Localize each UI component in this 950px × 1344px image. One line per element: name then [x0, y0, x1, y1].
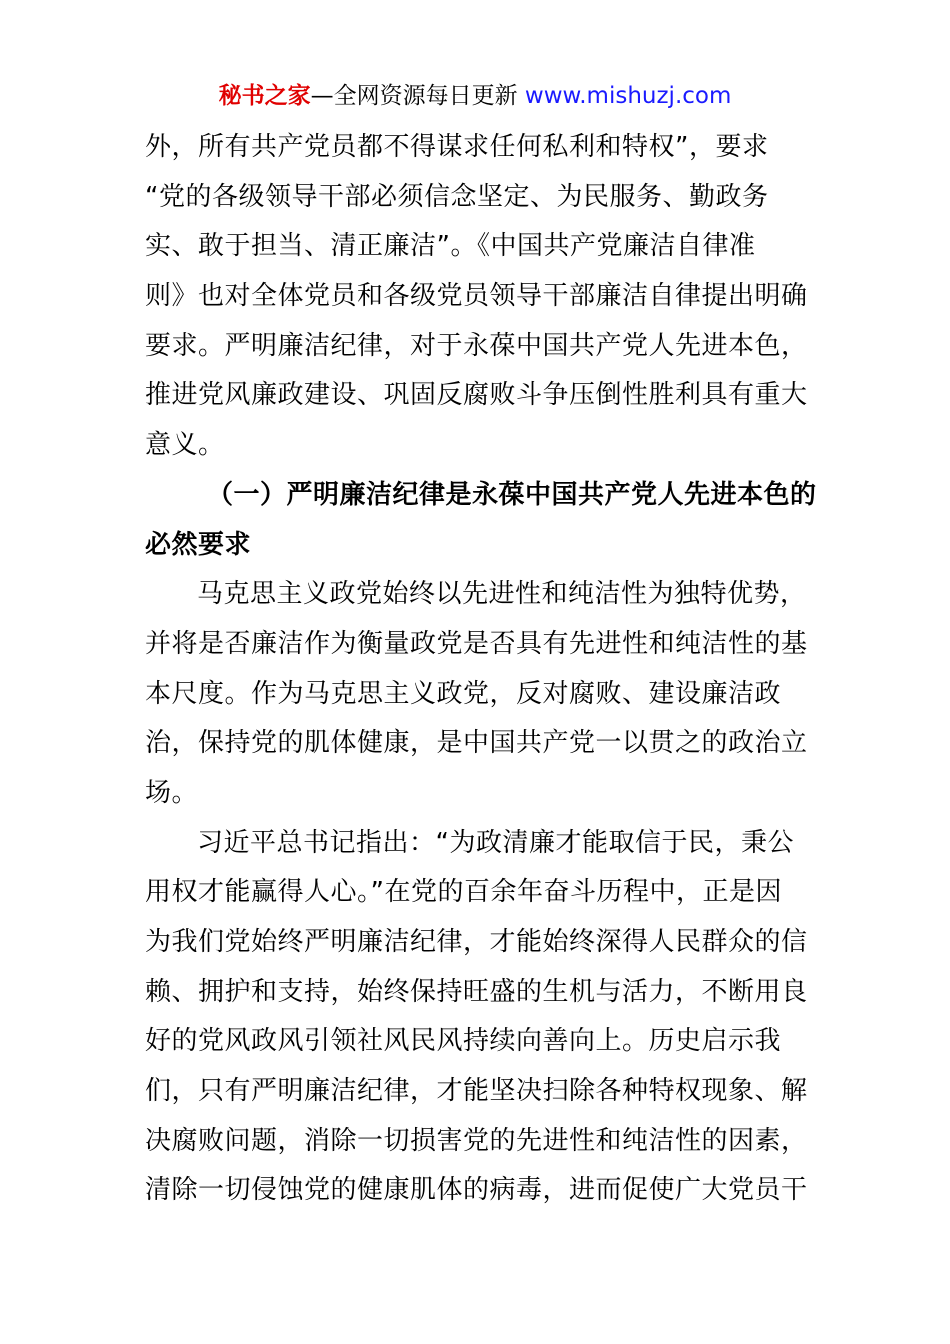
paragraph-start: 马克思主义政党始终以先进性和纯洁性为独特优势， [197, 579, 807, 610]
body-line: 决腐败问题，消除一切损害党的先进性和纯洁性的因素， [145, 1125, 808, 1156]
body-line: 实、敢于担当、清正廉洁”。《中国共产党廉洁自律准 [145, 231, 756, 262]
page-header [0, 78, 950, 114]
body-line: 则》也对全体党员和各级党员领导干部廉洁自律提出明确 [145, 281, 808, 312]
body-line: 外，所有共产党员都不得谋求任何私利和特权”，要求 [145, 132, 769, 162]
document-body [145, 127, 815, 1220]
section-heading-continued: 必然要求 [145, 529, 252, 560]
section-heading: （一）严明廉洁纪律是永葆中国共产党人先进本色的 [207, 479, 817, 510]
body-line: 为我们党始终严明廉洁纪律，才能始终深得人民群众的信 [145, 927, 808, 957]
body-line: 意义。 [145, 430, 225, 461]
body-line: 赖、拥护和支持，始终保持旺盛的生机与活力，不断用良 [145, 976, 808, 1007]
body-line: 本尺度。作为马克思主义政党，反对腐败、建设廉洁政 [145, 678, 782, 709]
body-line: 场。 [145, 777, 199, 808]
body-line: 并将是否廉洁作为衡量政党是否具有先进性和纯洁性的基 [145, 628, 808, 659]
body-line: 好的党风政风引领社风民风持续向善向上。历史启示我 [145, 1026, 782, 1057]
header-tagline: —全网资源每日更新 [310, 83, 518, 109]
body-line: 治，保持党的肌体健康，是中国共产党一以贯之的政治立 [145, 728, 808, 759]
body-line: 清除一切侵蚀党的健康肌体的病毒，进而促使广大党员干 [145, 1175, 808, 1206]
body-line: 们，只有严明廉洁纪律，才能坚决扫除各种特权现象、解 [145, 1076, 808, 1107]
body-line: 推进党风廉政建设、巩固反腐败斗争压倒性胜利具有重大 [145, 380, 808, 411]
paragraph-start: 习近平总书记指出：“为政清廉才能取信于民，秉公 [197, 827, 794, 858]
body-line: 用权才能赢得人心。”在党的百余年奋斗历程中，正是因 [145, 877, 782, 908]
brand-name: 秘书之家 [218, 83, 311, 109]
body-line: “党的各级领导干部必须信念坚定、为民服务、勤政务 [145, 181, 769, 212]
site-url: www.mishuzj.com [524, 83, 732, 109]
body-line: 要求。严明廉洁纪律，对于永葆中国共产党人先进本色， [145, 330, 808, 361]
